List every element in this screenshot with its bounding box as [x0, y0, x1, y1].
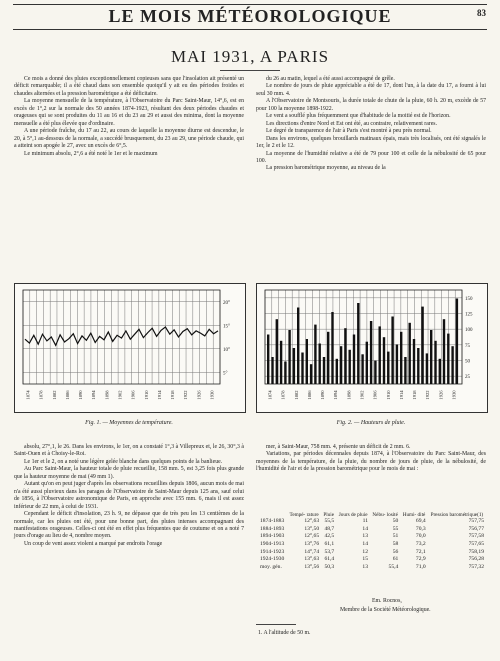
table-cell: 757,75 [468, 518, 484, 525]
y-tick-label: 20° [223, 300, 230, 306]
rain-bar [280, 341, 282, 384]
rain-bar [443, 319, 445, 384]
table-cell: 757,32 [468, 563, 484, 570]
rain-bar [353, 335, 355, 385]
paragraph: A une période fraîche, du 17 au 22, au cours de laquelle la moyenne diurne est descendue, le 20, à 5°,1 au-dessous de la normale, a succédé brusquement, du 23 au 29, une période chaude, qui a atteint son apogée le 27, avec un excès de 6°,5. [14, 128, 244, 150]
rain-bar [349, 350, 351, 384]
paragraph: du 26 au matin, lequel a été aussi accompagné de grêle. [266, 76, 395, 82]
table-cell: 15 [362, 556, 368, 563]
table-cell: 14°,74 [304, 548, 320, 555]
table-cell: 58 [392, 540, 399, 547]
table-row [258, 518, 486, 526]
table-cell: 13°,63 [304, 556, 320, 563]
paragraph: Ce mois a donné des pluies exceptionnellement copieuses sans que l'insolation ait présenté un déficit remarquable; il a été chaud dans son ensemble quoiqu'il y ait eu des périodes froides et chaudes alternées et la pression barométrique a été déficitaire. [14, 76, 244, 97]
rain-bar [323, 357, 325, 384]
figure-2-rain-chart [256, 283, 488, 413]
paragraph: Variations, par périodes décennales depuis 1874, à l'Observatoire du Parc Saint-Maur, des moyennes de la température, de la pluie, du nombre de jours de pluie, de la nébulosité, de l'humidité de l'air et de la pression barométrique pour le mois de mai : [256, 451, 486, 473]
rain-bar [288, 330, 290, 384]
table-header-cell: Jours de pluie [338, 512, 368, 518]
rain-bar [370, 321, 372, 384]
rain-bar [391, 317, 393, 385]
table-cell: 70,0 [415, 533, 426, 540]
paragraph: Dans les environs, quelques brouillards matinaux épais, mais très localisés, ont été signalés le 1er, le 2 et le 12. [256, 135, 486, 150]
decennial-variations-table [258, 512, 486, 571]
x-tick-label: 1902 [117, 390, 123, 400]
table-cell: 14 [362, 525, 368, 532]
x-tick-label: 1890 [320, 390, 326, 400]
paragraph: La moyenne mensuelle de la température, à l'Observatoire du Parc Saint-Maur, 14°,6, est en excès de 1°,2 sur la normale des 50 années 1874-1923, résultant des deux périodes chaudes et orageuses qui se sont produites du 11 au 16 et du 23 au 29 et aussi des minima, dont la moyenne mensuelle a été plus élevée que d'ordinaire. [14, 98, 244, 127]
rain-bar [344, 328, 346, 384]
rain-bar [456, 299, 458, 385]
table-cell: 13°,50 [304, 525, 320, 532]
paragraph: Les directions d'entre Nord et Est ont été, au contraire, relativement rares. [266, 120, 438, 127]
x-tick-label: 1890 [78, 390, 84, 400]
rain-bar [421, 307, 423, 384]
y-tick-label: 10° [223, 347, 230, 353]
x-tick-label: 1894 [333, 390, 339, 400]
figure-1-temperature-chart [14, 283, 246, 413]
table-cell: 48,7 [324, 525, 335, 532]
x-tick-label: 1914 [398, 390, 404, 400]
table-cell: 61 [392, 556, 399, 563]
table-cell: moy. gén. [260, 563, 282, 570]
rain-bar [276, 319, 278, 384]
table-cell: 757,58 [468, 533, 484, 540]
rain-bar [447, 334, 449, 384]
figure-1-caption: Fig. 1. — Moyennes de température. [85, 420, 173, 426]
header-rule-top [13, 4, 487, 5]
x-tick-label: 1894 [91, 390, 97, 400]
paragraph: Le vent a soufflé plus fréquemment que d'habitude de la moitié est de l'horizon. [266, 113, 451, 120]
table-header-cell: Pluie [323, 512, 335, 518]
table-cell: 73,2 [415, 540, 426, 547]
table-cell: 50,3 [324, 563, 335, 570]
figure-2-caption: Fig. 2. — Hauteurs de pluie. [336, 420, 406, 426]
table-cell: 12 [362, 548, 368, 555]
x-tick-label: 1930 [451, 390, 457, 400]
table-cell: 13 [362, 563, 368, 570]
paragraph: La pression barométrique moyenne, au niveau de la [266, 165, 386, 172]
rain-bar [451, 346, 453, 384]
x-tick-label: 1926 [438, 390, 444, 400]
rain-bar [331, 312, 333, 384]
x-tick-label: 1918 [170, 390, 176, 400]
table-cell: 1874-1883 [260, 518, 285, 525]
rain-bar [430, 330, 432, 384]
table-cell: 55,4 [388, 563, 399, 570]
x-tick-label: 1902 [359, 390, 365, 400]
x-tick-label: 1922 [425, 390, 431, 400]
table-cell: 71,0 [415, 563, 426, 570]
text-column-left-bottom [14, 444, 244, 548]
rain-bar [400, 332, 402, 384]
table-cell: 1914-1923 [260, 548, 285, 555]
rain-bar [297, 308, 299, 385]
footnote: 1. A l'altitude de 50 m. [258, 630, 311, 636]
rain-bar [426, 353, 428, 384]
x-tick-label: 1878 [280, 390, 286, 400]
x-tick-label: 1878 [38, 390, 44, 400]
table-cell: 757,65 [468, 540, 484, 547]
rain-bar [409, 323, 411, 384]
title-rule [220, 70, 280, 71]
text-column-left-top [14, 76, 244, 158]
rain-bar [306, 339, 308, 384]
x-tick-label: 1910 [385, 390, 391, 400]
text-column-right-top [256, 76, 486, 173]
table-cell: 13°,56 [304, 563, 320, 570]
paragraph: Autant qu'on en peut juger d'après les observations recueillies depuis 1806, aucun mois de mai n'a été aussi pluvieux dans les parages de l'Observatoire de Saint-Maur depuis 125 ans, sauf celui de 1856, à l'Observatoire astronomique de Paris, en approche avec 155 mm. 6, mais il est assez inférieur de 22 mm, à celui de 1931. [14, 481, 244, 510]
table-cell: 12°,65 [304, 533, 320, 540]
figure-1-svg [15, 284, 245, 412]
rain-bar [301, 353, 303, 385]
rain-bar [439, 359, 441, 384]
x-tick-label: 1898 [346, 390, 352, 400]
paragraph: Le minimum absolu, 2°,6 a été noté le 1er et le maximum [24, 150, 158, 157]
table-cell: 53,7 [324, 548, 335, 555]
table-cell: 72,9 [415, 556, 426, 563]
rain-bar [267, 335, 269, 385]
rain-bar [314, 325, 316, 384]
rain-bar [434, 341, 436, 384]
table-cell: 1884-1893 [260, 525, 285, 532]
rain-bar [379, 326, 381, 384]
x-tick-label: 1898 [104, 390, 110, 400]
paragraph: Le 1er et le 2, on a noté une légère gelée blanche dans quelques points de la banlieue. [24, 458, 223, 465]
table-header-cell: Nébu- losité [372, 512, 398, 518]
rain-bar [387, 352, 389, 384]
rain-bar [383, 337, 385, 384]
table-cell: 14 [362, 540, 368, 547]
table-row [258, 526, 486, 534]
rain-bar [271, 357, 273, 384]
figure-2-svg [257, 284, 487, 412]
rain-bar [310, 364, 312, 384]
x-tick-label: 1922 [183, 390, 189, 400]
rain-bar [340, 346, 342, 384]
footnote-rule [256, 624, 296, 625]
paragraph: A l'Observatoire de Montsouris, la durée totale de chute de la pluie, 60 h. 20 m, excède de 57 pour 100 la moyenne 1898-1922. [256, 98, 486, 112]
table-row [258, 533, 486, 541]
table-cell: 1894-1903 [260, 533, 285, 540]
table-cell: 72,1 [415, 548, 426, 555]
x-tick-label: 1930 [209, 390, 215, 400]
table-row [258, 541, 486, 549]
x-tick-label: 1886 [64, 390, 70, 400]
y-tick-label: 75 [465, 343, 470, 349]
rain-bar [293, 348, 295, 384]
rain-bar [336, 359, 338, 384]
rain-bar [396, 344, 398, 384]
rain-bar [404, 357, 406, 384]
header-rule-bottom [13, 29, 487, 30]
table-header-cell: Pression barométrique(1) [430, 512, 484, 518]
page-number: 83 [477, 8, 486, 18]
table-cell: 11 [362, 518, 368, 525]
signature-role: Membre de la Société Météorologique. [340, 607, 431, 613]
text-column-right-bottom [256, 444, 486, 474]
paragraph: Le nombre de jours de pluie appréciable a été de 17, dont l'un, à la date du 17, a fourni à lui seul 30 mm. 4. [256, 83, 486, 97]
table-cell: 13 [362, 533, 368, 540]
table-cell: 70,3 [415, 525, 426, 532]
table-header-cell: Tempé- rature [289, 512, 319, 518]
table-cell: 1904-1913 [260, 540, 285, 547]
paragraph: Le degré de transparence de l'air à Paris s'est montré à peu près normal. [266, 128, 432, 135]
paragraph: Au Parc Saint-Maur, la hauteur totale de pluie recueillie, 158 mm. 5, est 3,25 fois plus grande que la hauteur moyenne de mai (49 mm 1). [14, 466, 244, 480]
table-cell: 61,1 [324, 540, 335, 547]
table-cell: 13°,76 [304, 540, 320, 547]
rain-bar [319, 344, 321, 385]
table-cell: 51 [392, 533, 399, 540]
table-cell: 42,5 [324, 533, 335, 540]
article-title: MAI 1931, A PARIS [170, 47, 330, 66]
rain-bar [417, 348, 419, 384]
x-tick-label: 1906 [130, 390, 136, 400]
rain-bar [361, 354, 363, 384]
x-tick-label: 1918 [412, 390, 418, 400]
signature-name: Em. Rocnos, [372, 598, 402, 604]
x-tick-label: 1926 [196, 390, 202, 400]
table-cell: 756,28 [468, 556, 484, 563]
y-tick-label: 5° [223, 371, 228, 377]
table-cell: 756,77 [468, 525, 484, 532]
table-cell: 55,5 [324, 518, 335, 525]
table-cell: 55 [392, 525, 399, 532]
paragraph: Un coup de vent assez violent a marqué par endroits l'orage [24, 540, 163, 547]
x-tick-label: 1874 [25, 390, 31, 400]
table-header-cell: Humi- dité [402, 512, 426, 518]
table-cell: 61,4 [324, 556, 335, 563]
y-tick-label: 125 [465, 312, 473, 318]
y-tick-label: 15° [223, 324, 230, 330]
rain-bar [413, 339, 415, 384]
x-tick-label: 1882 [293, 390, 299, 400]
x-tick-label: 1910 [143, 390, 149, 400]
rain-bar [327, 332, 329, 384]
temperature-series-line [25, 327, 218, 345]
y-tick-label: 25 [465, 375, 470, 381]
paragraph: Cependant le déficit d'insolation, 23 h. 9, ne dépasse que de très peu les 13 centièmes de la normale, car les pluies ont été, pour une bonne part, des pluies intenses accompagnant des manifestations orageuses. Celles-ci ont été en effet plus fréquentes que de coutume et on a noté 7 jours d'orage au lieu de 4, nombre moyen. [14, 511, 244, 540]
x-tick-label: 1906 [372, 390, 378, 400]
table-cell: 69,4 [415, 518, 426, 525]
y-tick-label: 100 [465, 328, 473, 334]
table-cell: 12°,63 [304, 518, 320, 525]
paragraph: mer, à Saint-Maur, 758 mm. 4, présente un déficit de 2 mm. 6. [266, 444, 411, 450]
page-header-title: LE MOIS MÉTÉOROLOGIQUE [108, 6, 392, 26]
table-cell: 1924-1930 [260, 556, 285, 563]
x-tick-label: 1874 [267, 390, 273, 400]
table-row [258, 564, 486, 572]
x-tick-label: 1882 [51, 390, 57, 400]
rain-bar [284, 362, 286, 385]
rain-bar [366, 342, 368, 384]
table-header-row [258, 512, 486, 518]
x-tick-label: 1886 [306, 390, 312, 400]
table-cell: 758,19 [468, 548, 484, 555]
paragraph: absolu, 27°,1, le 26. Dans les environs, le 1er, on a constaté 1°,3 à Villepreux et, le 26, 30°,3 à Saint-Ouen et à Choisy-le-Roi. [14, 444, 244, 458]
table-cell: 56 [392, 548, 399, 555]
rain-bar [374, 361, 376, 384]
table-cell: 50 [392, 518, 399, 525]
y-tick-label: 50 [465, 359, 470, 365]
y-tick-label: 150 [465, 296, 473, 302]
paragraph: La moyenne de l'humidité relative a été de 79 pour 100 et celle de la nébulosité de 65 pour 100. [256, 150, 486, 164]
table-row [258, 549, 486, 557]
rain-bar [357, 303, 359, 384]
x-tick-label: 1914 [156, 390, 162, 400]
table-row [258, 556, 486, 564]
